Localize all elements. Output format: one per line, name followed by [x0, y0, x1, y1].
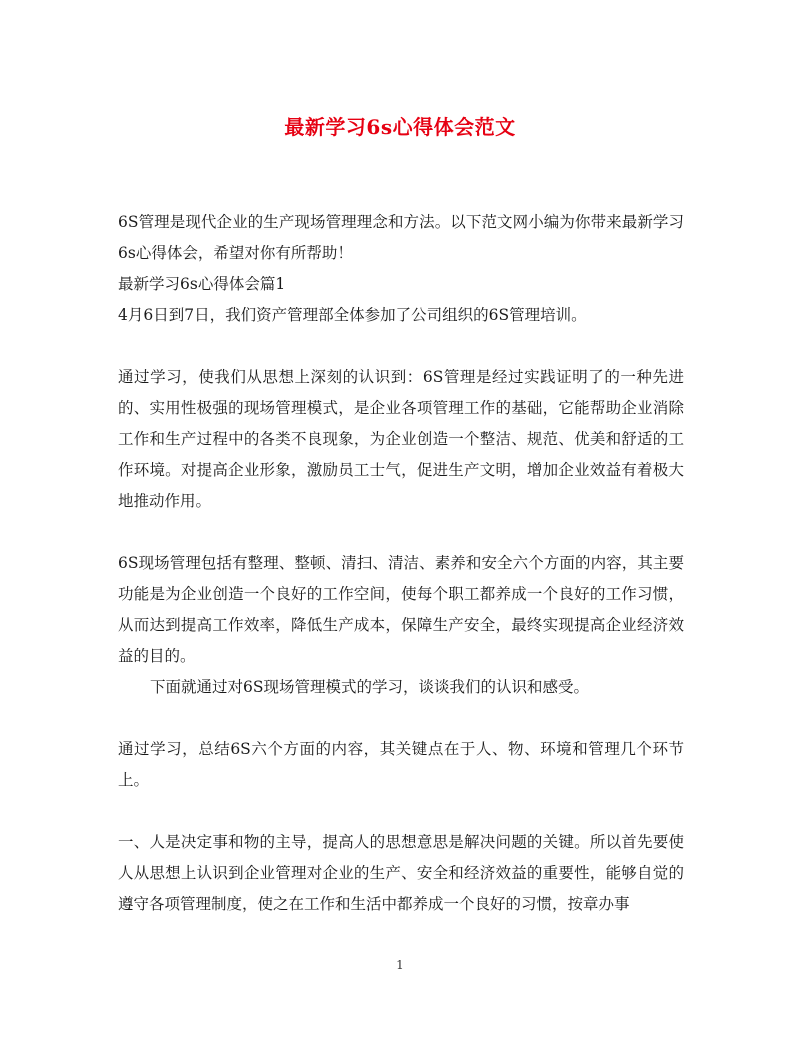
document-body — [118, 207, 684, 920]
paragraph-spacer — [118, 517, 684, 548]
page-number: 1 — [396, 958, 404, 972]
body-paragraph: 通过学习，总结6S六个方面的内容，其关键点在于人、物、环境和管理几个环节上。 — [118, 740, 684, 789]
paragraph-spacer — [118, 331, 684, 362]
body-paragraph: 一、人是决定事和物的主导，提高人的思想意思是解决问题的关键。所以首先要使人从思想上认识到企业管理对企业的生产、安全和经济效益的重要性，能够自觉的遵守各项管理制度，使之在工作和生活中都养成一个良好的习惯，按章办事 — [118, 833, 684, 913]
document-title: 最新学习6s心得体会范文 — [284, 115, 516, 139]
body-paragraph: 6S现场管理包括有整理、整顿、清扫、清洁、素养和安全六个方面的内容，其主要功能是为企业创造一个良好的工作空间，使每个职工都养成一个良好的工作习惯，从而达到提高工作效率，降低生产成本，保障生产安全，最终实现提高企业经济效益的目的。 — [118, 554, 684, 665]
body-paragraph: 通过学习，使我们从思想上深刻的认识到：6S管理是经过实践证明了的一种先进的、实用性极强的现场管理模式，是企业各项管理工作的基础，它能帮助企业消除工作和生产过程中的各类不良现象，为企业创造一个整洁、规范、优美和舒适的工作环境。对提高企业形象，激励员工士气，促进生产文明，增加企业效益有着极大地推动作用。 — [118, 368, 684, 510]
body-paragraph: 下面就通过对6S现场管理模式的学习，谈谈我们的认识和感受。 — [150, 678, 589, 696]
body-paragraph: 4月6日到7日，我们资产管理部全体参加了公司组织的6S管理培训。 — [118, 306, 587, 324]
section-heading: 最新学习6s心得体会篇1 — [118, 275, 286, 293]
paragraph-spacer — [118, 796, 684, 827]
paragraph-spacer — [118, 703, 684, 734]
intro-paragraph: 6S管理是现代企业的生产现场管理理念和方法。以下范文网小编为你带来最新学习6s心得体会，希望对你有所帮助！ — [118, 213, 684, 262]
